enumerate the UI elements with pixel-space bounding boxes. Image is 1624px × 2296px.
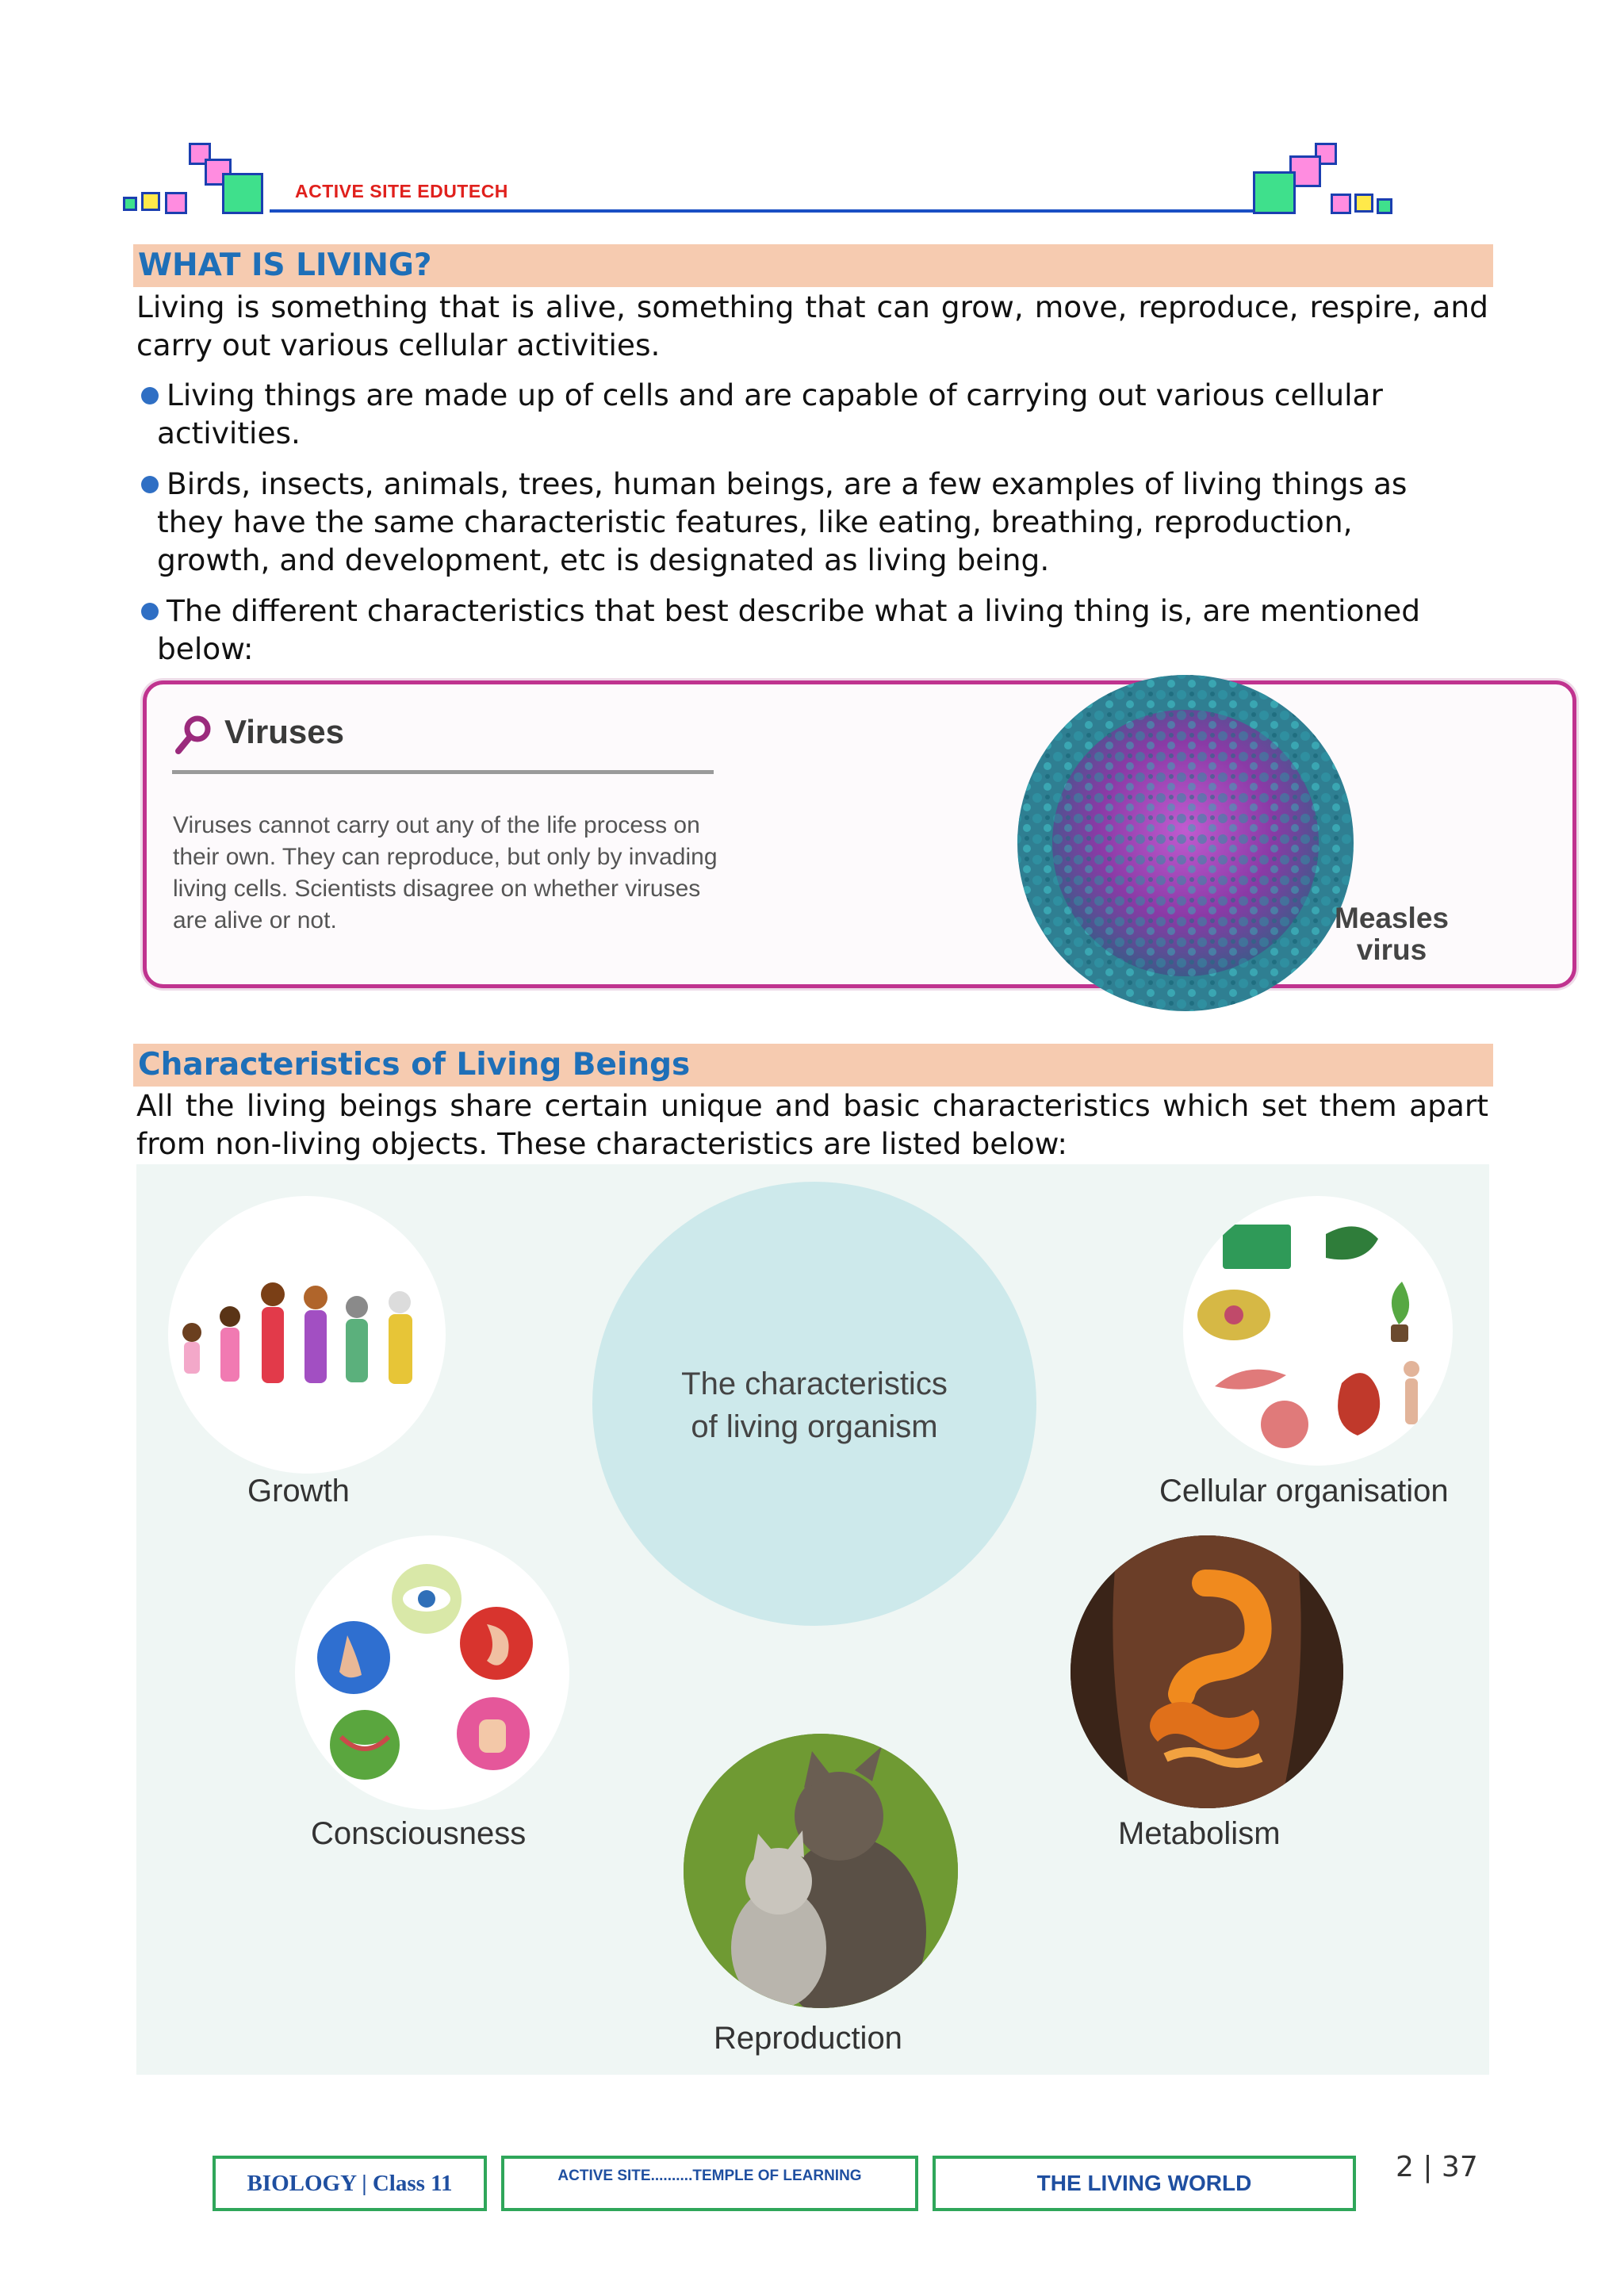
bullet-item [136,376,1488,452]
decor-square [165,192,187,214]
label-consciousness: Consciousness [311,1816,527,1851]
consciousness-illustration [295,1535,569,1810]
footer-chapter: THE LIVING WORLD [1036,2171,1252,2195]
bullet-item [136,592,1488,668]
cats-icon [684,1734,958,2008]
digestive-system-icon [1071,1535,1343,1808]
bullet-text: Birds, insects, animals, trees, human beings, are a few examples of living things as [167,466,1408,501]
footer-tagline: ACTIVE SITE..........TEMPLE OF LEARNING [557,2168,862,2184]
section-title: Characteristics of Living Beings [138,1047,691,1083]
virus-caption-line: Measles [1335,902,1449,934]
cells-tissues-icon [1183,1196,1453,1466]
footer-tagline-box [501,2156,918,2211]
header-brand: ACTIVE SITE EDUTECH [295,181,508,201]
section-heading-characteristics [133,1044,1493,1087]
decor-square [1377,198,1392,214]
section-title: WHAT IS LIVING? [138,247,432,283]
people-growth-icon [168,1196,446,1474]
virus-info-box [143,680,1576,988]
bullet-dot-icon [141,387,159,404]
decor-square [123,197,137,211]
intro-paragraph: Living is something that is alive, something that can grow, move, reproduce, respire, and carry out various cellular activities. [136,289,1488,362]
decor-square [222,173,263,214]
label-growth: Growth [247,1474,350,1508]
center-caption [592,1363,1036,1448]
virus-caption-line: virus [1356,933,1427,966]
bullet-dot-icon [141,603,159,620]
label-cellular-organisation: Cellular organisation [1159,1474,1449,1508]
page-number: 2 | 37 [1396,2151,1478,2183]
center-caption-line: of living organism [691,1409,938,1444]
characteristics-intro: All the living beings share certain unique and basic characteristics which set them apart from non-living objects. These characteristics are listed below: [136,1088,1488,1161]
reproduction-illustration [684,1734,958,2008]
divider [172,770,714,774]
footer-chapter-box [933,2156,1356,2211]
measles-virus-illustration [1011,669,1360,1018]
bullet-text: activities. [157,416,301,450]
virus-box-title: Viruses [224,713,344,750]
page-header [119,136,1404,224]
bullet-text: Living things are made up of cells and are capable of carrying out various cellular [167,378,1383,412]
bullet-dot-icon [141,476,159,493]
characteristics-figure [136,1164,1489,2075]
cellular-organisation-illustration [1183,1196,1453,1466]
bullet-text: The different characteristics that best describe what a living thing is, are mentioned [167,593,1421,628]
virus-caption [1320,903,1463,966]
bullet-text: they have the same characteristic features, like eating, breathing, reproduction, [157,504,1353,539]
decor-square [1331,194,1351,214]
bullet-text: below: [157,631,254,666]
footer-subject-box [213,2156,487,2211]
header-rule [270,209,1253,213]
center-caption-line: The characteristics [681,1366,948,1401]
center-circle [592,1182,1036,1626]
label-metabolism: Metabolism [1118,1816,1281,1851]
decor-square [141,192,160,211]
decor-square [1354,194,1373,213]
footer-subject: BIOLOGY | Class 11 [247,2171,453,2196]
senses-icon [295,1535,569,1810]
bullet-text: growth, and development, etc is designated as living being. [157,542,1050,577]
growth-illustration [168,1196,446,1474]
metabolism-illustration [1071,1535,1343,1808]
bullet-item [136,465,1488,579]
virus-box-text: Viruses cannot carry out any of the life process on their own. They can reproduce, but only by invading living cells. Scientists disagree on whether viruses are alive or not. [173,812,718,933]
section-heading-what-is-living [133,244,1493,287]
magnifier-icon [174,715,213,756]
decor-square [1253,171,1296,214]
label-reproduction: Reproduction [714,2021,902,2056]
